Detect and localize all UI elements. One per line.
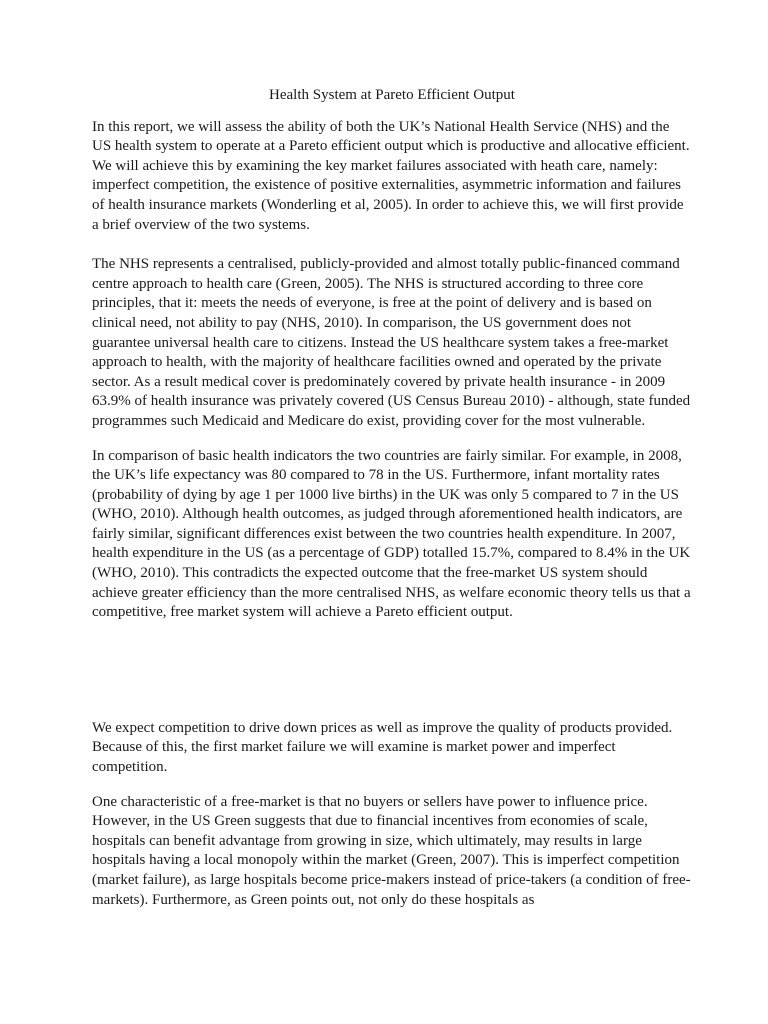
- paragraph-intro: In this report, we will assess the ability of both the UK’s National Health Service (NHS) and the US health system to operate at a Pareto efficient output which is productive and allocative efficient. We will achieve this by examining the key market failures associated with heath care, namely: imperfect competition, the existence of positive externalities, asymmetric information and failures of health insurance markets (Wonderling et al, 2005). In order to achieve this, we will first provide a brief overview of the two systems.: [92, 118, 690, 233]
- paragraph-free-market: One characteristic of a free-market is that no buyers or sellers have power to influence price. However, in the US Green suggests that due to financial incentives from economies of scale, hospitals can benefit advantage from growing in size, which ultimately, may results in large hospitals having a local monopoly within the market (Green, 2007). This is imperfect competition (market failure), as large hospitals become price-makers instead of price-takers (a condition of free-markets). Furthermore, as Green points out, not only do these hospitals as: [92, 793, 691, 908]
- document-title: Health System at Pareto Efficient Output: [269, 87, 515, 103]
- document-body: [92, 86, 692, 910]
- paragraph-health-indicators: In comparison of basic health indicators the two countries are fairly similar. For example, in 2008, the UK’s life expectancy was 80 compared to 78 in the US. Furthermore, infant mortality rates (probability of dying by age 1 per 1000 live births) in the UK was only 5 compared to 7 in the US (WHO, 2010). Although health outcomes, as judged through aforementioned health indicators, are fairly similar, significant differences exist between the two countries health expenditure. In 2007, health expenditure in the US (as a percentage of GDP) totalled 15.7%, compared to 8.4% in the UK (WHO, 2010). This contradicts the expected outcome that the free-market US system should achieve greater efficiency than the more centralised NHS, as welfare economic theory tells us that a competitive, free market system will achieve a Pareto efficient output.: [92, 447, 691, 621]
- paragraph-competition: We expect competition to drive down prices as well as improve the quality of products provided. Because of this, the first market failure we will examine is market power and imperfect competition.: [92, 719, 673, 776]
- paragraph-nhs-overview: The NHS represents a centralised, publicly-provided and almost totally public-financed command centre approach to health care (Green, 2005). The NHS is structured according to three core principles, that it: meets the needs of everyone, is free at the point of delivery and is based on clinical need, not ability to pay (NHS, 2010). In comparison, the US government does not guarantee universal health care to citizens. Instead the US healthcare system takes a free-market approach to health, with the majority of healthcare facilities owned and operated by the private sector. As a result medical cover is predominately covered by private health insurance - in 2009 63.9% of health insurance was privately covered (US Census Bureau 2010) - although, state funded programmes such Medicaid and Medicare do exist, providing cover for the most vulnerable.: [92, 256, 691, 429]
